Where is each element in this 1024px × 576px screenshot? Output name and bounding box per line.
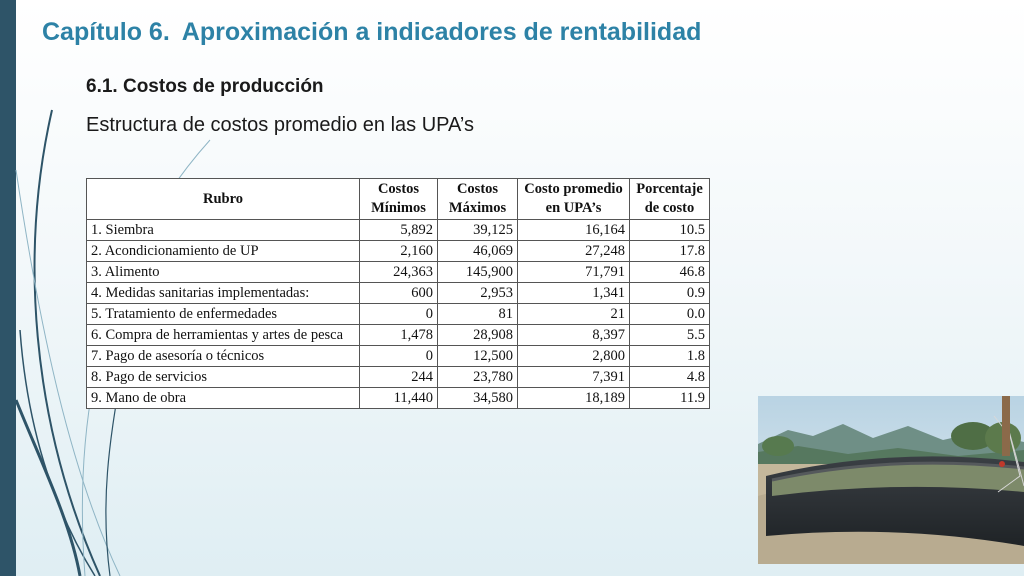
cell-min: 1,478 bbox=[360, 325, 438, 346]
cell-min: 5,892 bbox=[360, 220, 438, 241]
cell-max: 2,953 bbox=[438, 283, 518, 304]
table-row bbox=[87, 283, 710, 304]
table-row bbox=[87, 388, 710, 409]
table-caption: Estructura de costos promedio en las UPA’s bbox=[86, 114, 474, 136]
cell-pct: 0.0 bbox=[630, 304, 710, 325]
table-row bbox=[87, 346, 710, 367]
cell-rubro: 8. Pago de servicios bbox=[87, 367, 360, 388]
cell-pct: 4.8 bbox=[630, 367, 710, 388]
header-costo-promedio: Costo promedio en UPA’s bbox=[518, 179, 630, 220]
cell-prom: 71,791 bbox=[518, 262, 630, 283]
table-row bbox=[87, 241, 710, 262]
table-row bbox=[87, 304, 710, 325]
header-costos-minimos: Costos Mínimos bbox=[360, 179, 438, 220]
cell-pct: 11.9 bbox=[630, 388, 710, 409]
cell-pct: 1.8 bbox=[630, 346, 710, 367]
cell-min: 24,363 bbox=[360, 262, 438, 283]
cell-rubro: 9. Mano de obra bbox=[87, 388, 360, 409]
title-chapter: Capítulo 6. bbox=[42, 18, 170, 46]
table-row bbox=[87, 220, 710, 241]
cell-rubro: 6. Compra de herramientas y artes de pesca bbox=[87, 325, 360, 346]
cell-rubro: 5. Tratamiento de enfermedades bbox=[87, 304, 360, 325]
cell-prom: 27,248 bbox=[518, 241, 630, 262]
cell-min: 0 bbox=[360, 346, 438, 367]
cell-min: 244 bbox=[360, 367, 438, 388]
table-row bbox=[87, 325, 710, 346]
cost-structure-table bbox=[86, 178, 710, 409]
cell-prom: 7,391 bbox=[518, 367, 630, 388]
cell-prom: 21 bbox=[518, 304, 630, 325]
cell-max: 34,580 bbox=[438, 388, 518, 409]
header-rubro: Rubro bbox=[87, 179, 360, 220]
cell-max: 46,069 bbox=[438, 241, 518, 262]
cell-min: 600 bbox=[360, 283, 438, 304]
header-costos-maximos: Costos Máximos bbox=[438, 179, 518, 220]
cell-pct: 46.8 bbox=[630, 262, 710, 283]
cell-rubro: 7. Pago de asesoría o técnicos bbox=[87, 346, 360, 367]
title-text: Aproximación a indicadores de rentabilidad bbox=[181, 18, 702, 46]
cell-min: 11,440 bbox=[360, 388, 438, 409]
cell-rubro: 2. Acondicionamiento de UP bbox=[87, 241, 360, 262]
fish-tank-photo bbox=[758, 396, 1024, 564]
header-porcentaje: Porcentaje de costo bbox=[630, 179, 710, 220]
cell-prom: 18,189 bbox=[518, 388, 630, 409]
cell-prom: 16,164 bbox=[518, 220, 630, 241]
cell-min: 2,160 bbox=[360, 241, 438, 262]
section-subtitle: 6.1. Costos de producción bbox=[86, 76, 324, 97]
cell-pct: 5.5 bbox=[630, 325, 710, 346]
table-row bbox=[87, 367, 710, 388]
cell-pct: 0.9 bbox=[630, 283, 710, 304]
cell-min: 0 bbox=[360, 304, 438, 325]
table-header-row bbox=[87, 179, 710, 220]
cell-max: 28,908 bbox=[438, 325, 518, 346]
cell-prom: 8,397 bbox=[518, 325, 630, 346]
cell-rubro: 4. Medidas sanitarias implementadas: bbox=[87, 283, 360, 304]
cell-max: 145,900 bbox=[438, 262, 518, 283]
fish-tank-illustration bbox=[758, 396, 1024, 564]
table-row bbox=[87, 262, 710, 283]
cell-rubro: 3. Alimento bbox=[87, 262, 360, 283]
cell-pct: 17.8 bbox=[630, 241, 710, 262]
slide-title bbox=[42, 18, 701, 47]
cell-prom: 1,341 bbox=[518, 283, 630, 304]
cell-rubro: 1. Siembra bbox=[87, 220, 360, 241]
cell-prom: 2,800 bbox=[518, 346, 630, 367]
cell-max: 39,125 bbox=[438, 220, 518, 241]
cell-max: 23,780 bbox=[438, 367, 518, 388]
cell-pct: 10.5 bbox=[630, 220, 710, 241]
cell-max: 81 bbox=[438, 304, 518, 325]
cell-max: 12,500 bbox=[438, 346, 518, 367]
